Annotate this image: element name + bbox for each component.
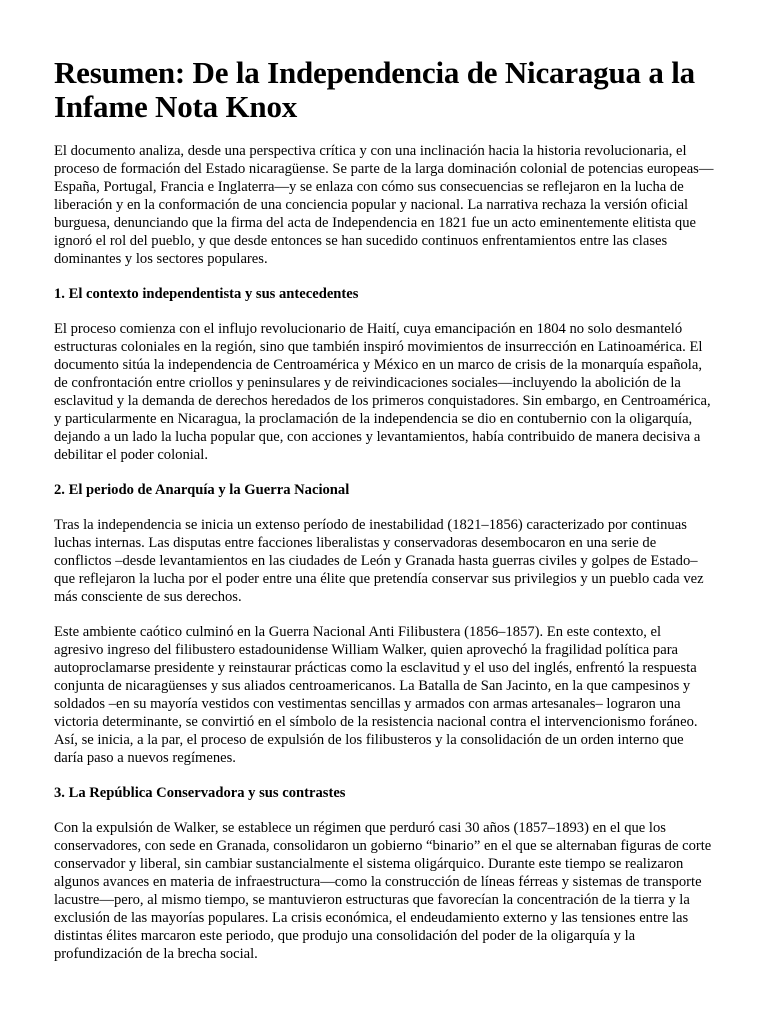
section-2-paragraph-2: Este ambiente caótico culminó en la Guerra Nacional Anti Filibustera (1856–1857). En este contexto, el agresivo ingreso del filibustero estadounidense William Walker, quien aprovechó la fragilidad política para autoproclamarse presidente y reinstaurar prácticas como la esclavitud y el uso del inglés, enfrentó la respuesta conjunta de nicaragüenses y sus aliados centroamericanos. La Batalla de San Jacinto, en la que campesinos y soldados –en su mayoría vestidos con vestimentas sencillas y armados con armas artesanales– lograron una victoria determinante, se convirtió en el símbolo de la resistencia nacional contra el intervencionismo foráneo. Así, se inicia, a la par, el proceso de expulsión de los filibusteros y la consolidación de un orden interno que daría paso a nuevos regímenes. [54,624,698,766]
document-title: Resumen: De la Independencia de Nicaragua a la Infame Nota Knox [54,55,695,124]
section-1-paragraph-1: El proceso comienza con el influjo revolucionario de Haití, cuya emancipación en 1804 no solo desmanteló estructuras coloniales en la región, sino que también inspiró movimientos de insurrección en Latinoamérica. El documento sitúa la independencia de Centroamérica y México en un marco de crisis de la monarquía española, de confrontación entre criollos y peninsulares y de reivindicaciones sociales—incluyendo la abolición de la esclavitud y la demanda de derechos heredados de los primeros conquistadores. Sin embargo, en Centroamérica, y particularmente en Nicaragua, la proclamación de la independencia se dio en contubernio con la oligarquía, dejando a un lado la lucha popular que, con acciones y levantamientos, había contribuido de manera decisiva a debilitar el poder colonial. [54,321,711,463]
section-heading-3: 3. La República Conservadora y sus contrastes [54,785,346,801]
section-heading-1: 1. El contexto independentista y sus antecedentes [54,286,359,302]
section-heading-2: 2. El periodo de Anarquía y la Guerra Nacional [54,482,350,498]
section-2-paragraph-1: Tras la independencia se inicia un extenso período de inestabilidad (1821–1856) caracterizado por continuas luchas internas. Las disputas entre facciones liberalistas y conservadoras desembocaron en una serie de conflictos –desde levantamientos en las ciudades de León y Granada hasta guerras civiles y golpes de Estado– que reflejaron la lucha por el poder entre una élite que pretendía conservar sus privilegios y un pueblo cada vez más consciente de sus derechos. [54,517,704,605]
intro-paragraph: El documento analiza, desde una perspectiva crítica y con una inclinación hacia la historia revolucionaria, el proceso de formación del Estado nicaragüense. Se parte de la larga dominación colonial de potencias europeas—España, Portugal, Francia e Inglaterra—y se enlaza con cómo sus consecuencias se reflejaron en la lucha de liberación y en la conformación de una conciencia popular y nacional. La narrativa rechaza la versión oficial burguesa, denunciando que la firma del acta de Independencia en 1821 fue un acto eminentemente elitista que ignoró el rol del pueblo, y que desde entonces se han sucedido continuos enfrentamientos entre las clases dominantes y los sectores populares. [54,143,714,267]
document-page [54,56,714,980]
section-3-paragraph-1: Con la expulsión de Walker, se establece un régimen que perduró casi 30 años (1857–1893) en el que los conservadores, con sede en Granada, consolidaron un gobierno “binario” en el que se alternaban figuras de corte conservador y liberal, sin cambiar sustancialmente el sistema oligárquico. Durante este tiempo se realizaron algunos avances en materia de infraestructura—como la construcción de líneas férreas y sistemas de transporte lacustre—pero, al mismo tiempo, se mantuvieron estructuras que favorecían la concentración de la tierra y la exclusión de las mayorías populares. La crisis económica, el endeudamiento externo y las tensiones entre las distintas élites marcaron este periodo, que produjo una consolidación del poder de la oligarquía y la profundización de la brecha social. [54,820,712,962]
